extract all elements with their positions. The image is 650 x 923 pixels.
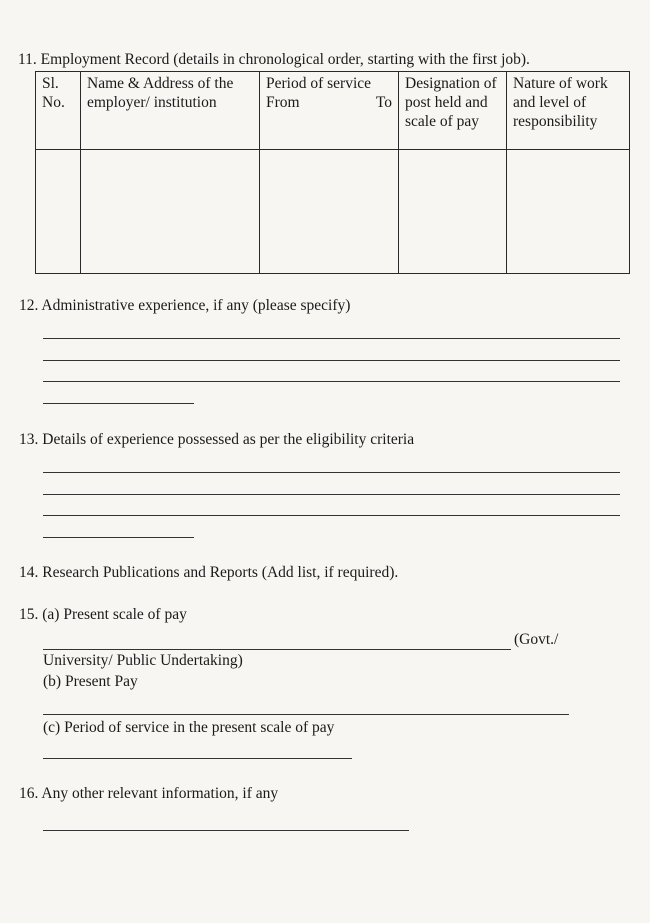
table-header-row (36, 72, 630, 150)
govt-label-continued: University/ Public Undertaking) (43, 652, 243, 669)
eligibility-experience-line-1[interactable] (43, 472, 620, 473)
cell-period[interactable] (260, 150, 399, 274)
admin-experience-line-2[interactable] (43, 360, 620, 361)
govt-label: (Govt./ (514, 631, 559, 648)
other-information-line[interactable] (43, 830, 409, 831)
eligibility-experience-line-2[interactable] (43, 494, 620, 495)
col-period-to: To (375, 94, 392, 111)
section-15a-heading: 15. (a) Present scale of pay (19, 606, 187, 623)
section-13-heading: 13. Details of experience possessed as per the eligibility criteria (19, 431, 415, 448)
employment-record-table (35, 71, 630, 274)
col-sl-no: Sl. No. (36, 72, 81, 150)
present-scale-line[interactable] (43, 649, 511, 650)
section-16-heading: 16. Any other relevant information, if any (19, 785, 279, 802)
present-pay-line[interactable] (43, 714, 569, 715)
col-period-label: Period of service (266, 75, 372, 92)
section-12-heading: 12. Administrative experience, if any (please specify) (19, 297, 351, 314)
admin-experience-line-4[interactable] (43, 403, 194, 404)
cell-sl-no[interactable] (36, 150, 81, 274)
col-period (260, 72, 399, 150)
section-15b-heading: (b) Present Pay (43, 673, 138, 690)
service-period-line[interactable] (43, 758, 352, 759)
section-11-heading: 11. Employment Record (details in chronological order, starting with the first job). (18, 51, 530, 68)
admin-experience-line-3[interactable] (43, 381, 620, 382)
eligibility-experience-line-3[interactable] (43, 515, 620, 516)
section-14-heading: 14. Research Publications and Reports (Add list, if required). (19, 564, 399, 581)
table-row (36, 150, 630, 274)
col-employer: Name & Address of the employer/ institution (81, 72, 260, 150)
col-nature: Nature of work and level of responsibility (507, 72, 630, 150)
col-designation: Designation of post held and scale of pay (399, 72, 507, 150)
section-15c-heading: (c) Period of service in the present scale of pay (43, 719, 335, 736)
eligibility-experience-line-4[interactable] (43, 537, 194, 538)
admin-experience-line-1[interactable] (43, 338, 620, 339)
cell-designation[interactable] (399, 150, 507, 274)
cell-employer[interactable] (81, 150, 260, 274)
cell-nature[interactable] (507, 150, 630, 274)
col-period-from: From (266, 94, 300, 111)
